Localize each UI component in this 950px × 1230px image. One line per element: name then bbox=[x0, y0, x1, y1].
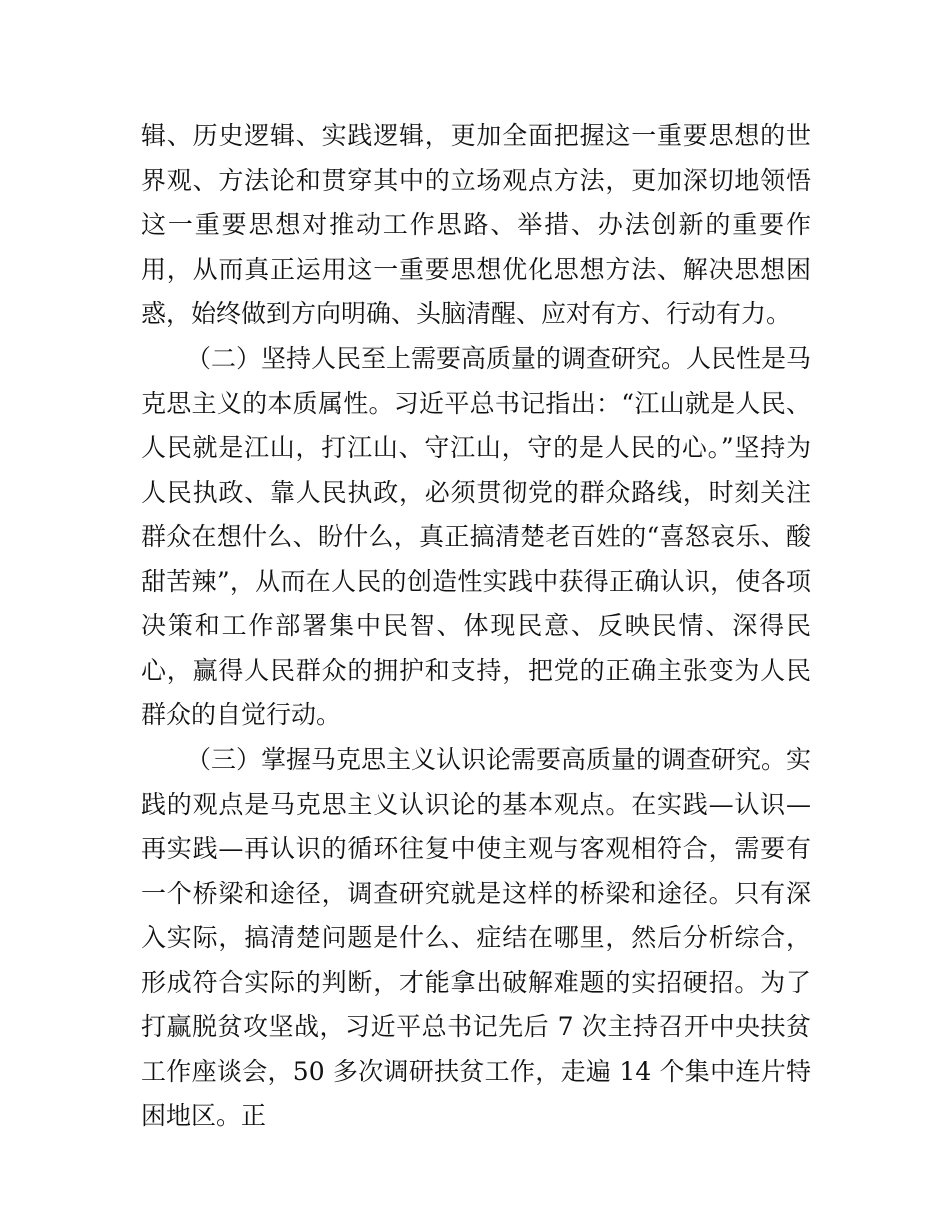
paragraph-section-two: （二）坚持人民至上需要高质量的调查研究。人民性是马克思主义的本质属性。习近平总书记指出：“江山就是人民、人民就是江山，打江山、守江山，守的是人民的心。”坚持为人民执政、靠人民执政，必须贯彻党的群众路线，时刻关注群众在想什么、盼什么，真正搞清楚老百姓的“喜怒哀乐、酸甜苦辣”，从而在人民的创造性实践中获得正确认识，使各项决策和工作部署集中民智、体现民意、反映民情、深得民心，赢得人民群众的拥护和支持，把党的正确主张变为人民群众的自觉行动。 bbox=[141, 344, 812, 729]
paragraph-continuation: 辑、历史逻辑、实践逻辑，更加全面把握这一重要思想的世界观、方法论和贯穿其中的立场观点方法，更加深切地领悟这一重要思想对推动工作思路、举措、办法创新的重要作用，从而真正运用这一重要思想优化思想方法、解决思想困惑，始终做到方向明确、头脑清醒、应对有方、行动有力。 bbox=[141, 121, 811, 328]
paragraph-section-three: （三）掌握马克思主义认识论需要高质量的调查研究。实践的观点是马克思主义认识论的基本观点。在实践—认识—再实践—再认识的循环往复中使主观与客观相符合，需要有一个桥梁和途径，调查研究就是这样的桥梁和途径。只有深入实际，搞清楚问题是什么、症结在哪里，然后分析综合，形成符合实际的判断，才能拿出破解难题的实招硬招。为了打赢脱贫攻坚战，习近平总书记先后 7 次主持召开中央扶贫工作座谈会，50 多次调研扶贫工作，走遍 14 个集中连片特困地区。正 bbox=[141, 745, 812, 1130]
